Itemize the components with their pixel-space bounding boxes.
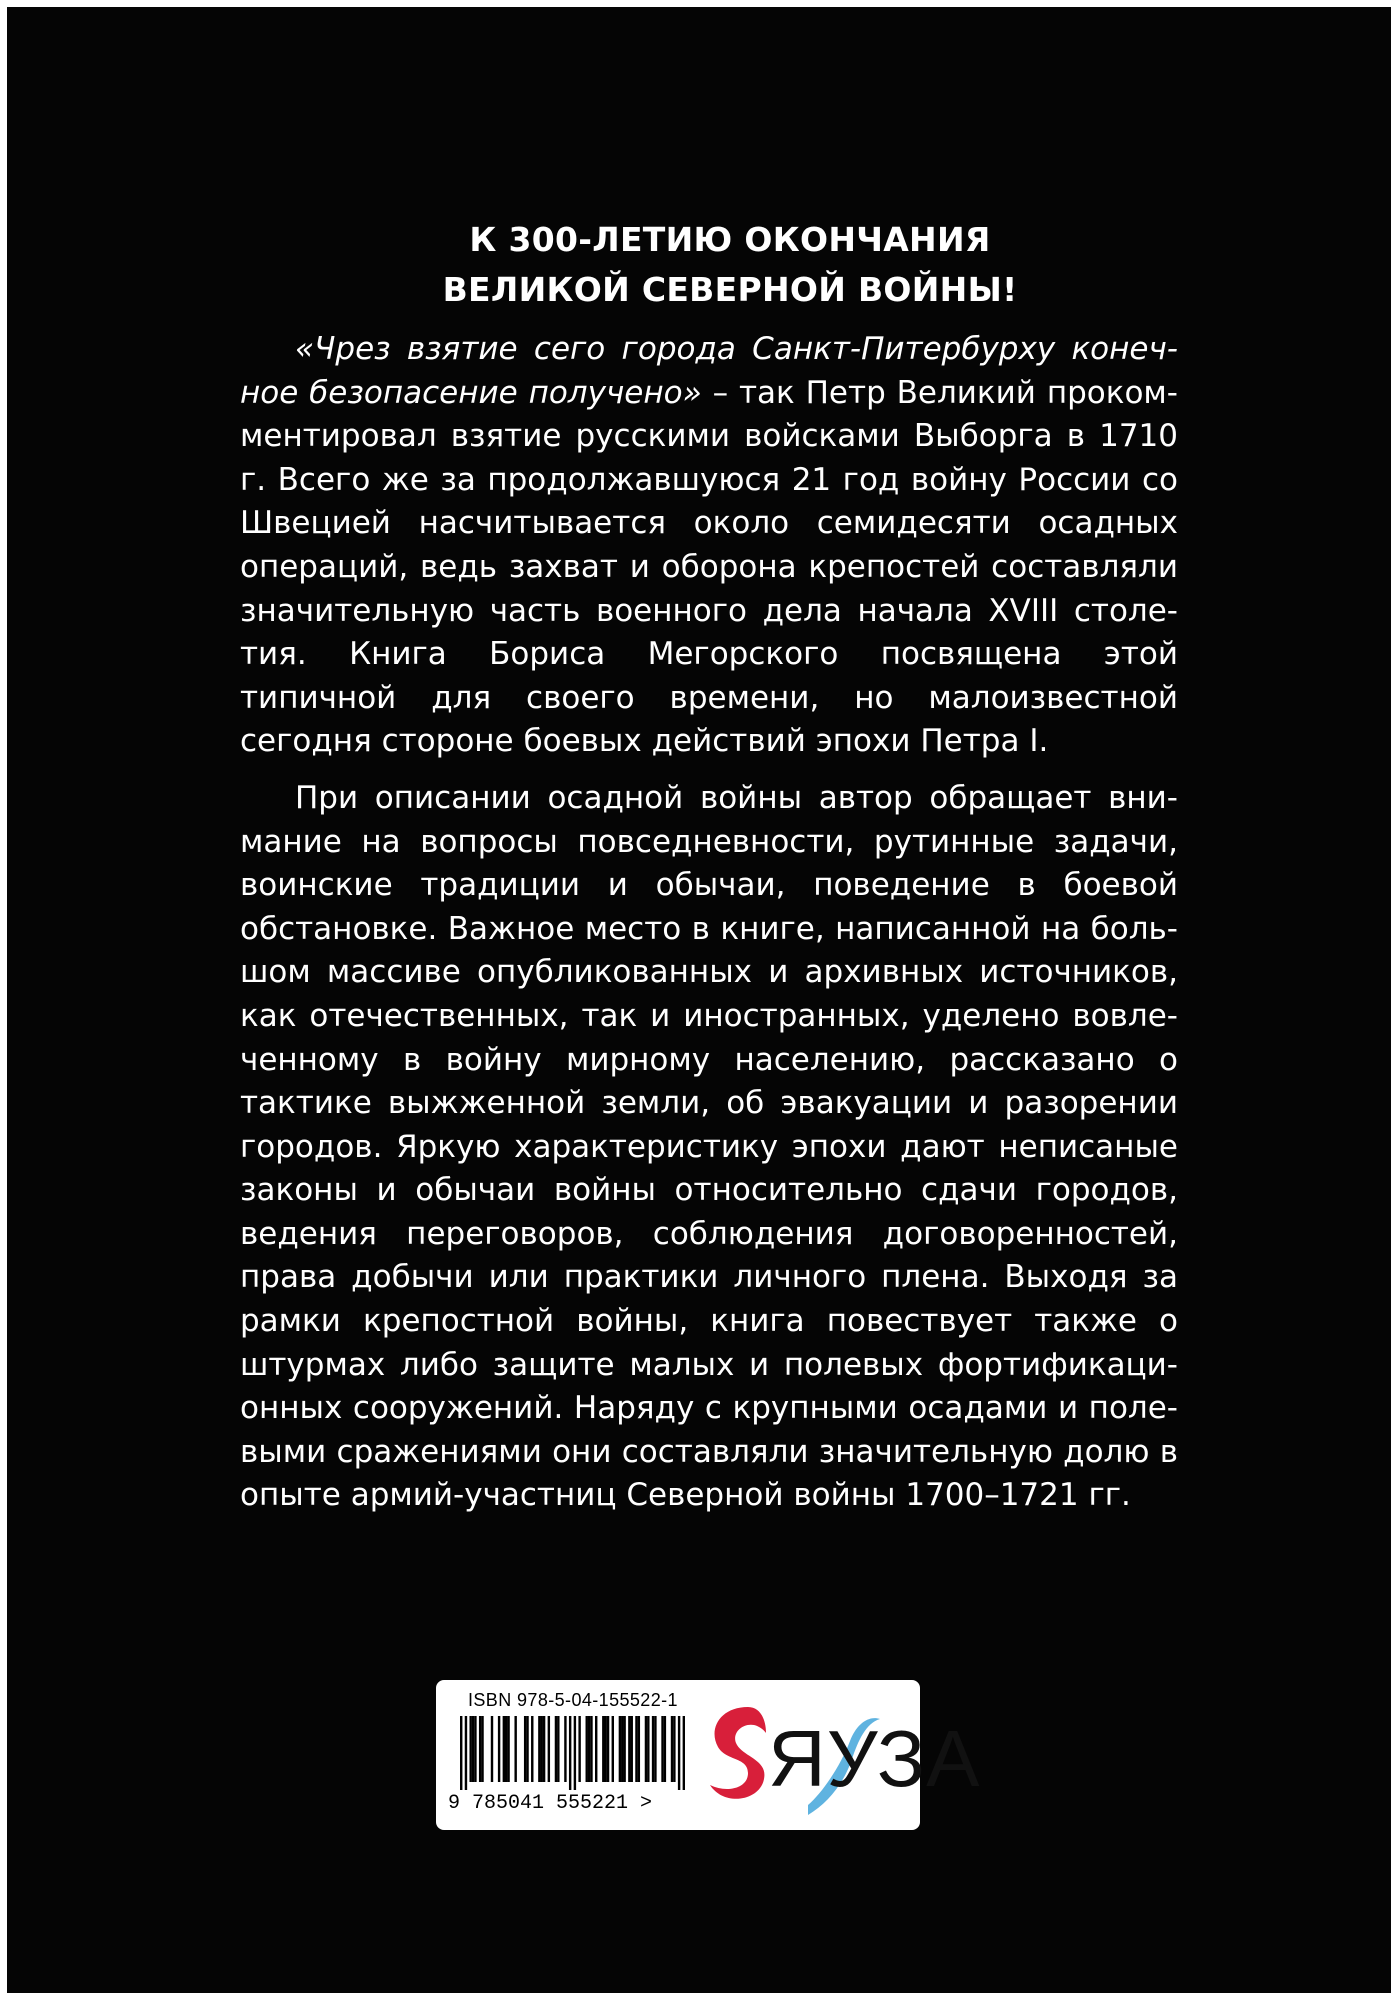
paragraph-2: При описании осадной войны автор обращает вни-мание на вопросы повседневности, рутинные задачи, воинские традиции и обычаи, поведение в боевой обстановке. Важное место в книге, написанной на боль-шом массиве опубликованных и архивных источников, как отечественных, так и иностранных, уделено вовле-ченному в войну мирному населению, рассказано о тактике выжженной земли, об эвакуации и разорении городов. Яркую характеристику эпохи дают неписаные законы и обычаи войны относительно сдачи городов, ведения переговоров, соблюдения договоренностей, права добычи или практики личного плена. Выходя за рамки крепостной войны, книга повествует также о штурмах либо защите малых и полевых фортификаци-онных сооружений. Наряду с крупными осадами и поле-выми сражениями они составляли значительную долю в опыте армий-участниц Северной войны 1700–1721 гг. — [240, 779, 1178, 1514]
barcode-bar — [479, 1716, 481, 1782]
barcode-bar — [635, 1716, 637, 1782]
barcode-bar — [607, 1716, 609, 1782]
cover-heading — [230, 215, 1230, 315]
barcode-bar — [602, 1716, 604, 1782]
logo-red-swirl-icon — [710, 1707, 766, 1799]
barcode-bar — [491, 1716, 493, 1782]
barcode-bar — [623, 1716, 625, 1782]
barcode-bar — [664, 1716, 666, 1782]
barcode-bar — [557, 1716, 559, 1782]
barcode-bar — [590, 1716, 592, 1782]
paragraph-1 — [240, 328, 1178, 764]
barcode-bar — [645, 1716, 647, 1782]
barcode-bar — [671, 1716, 673, 1782]
barcode-bar — [503, 1716, 505, 1782]
barcode-bar — [531, 1716, 533, 1782]
barcode-bar — [505, 1716, 507, 1782]
barcode-bar — [619, 1716, 621, 1782]
barcode-bar — [586, 1716, 588, 1782]
barcode-bar — [612, 1716, 614, 1782]
barcode-bar — [661, 1716, 663, 1782]
barcode-bar — [543, 1716, 545, 1782]
barcode-bar — [538, 1716, 540, 1782]
barcode-bar — [548, 1716, 550, 1782]
barcode-bar — [460, 1716, 462, 1790]
barcode-bar — [472, 1716, 474, 1782]
heading-line-2: ВЕЛИКОЙ СЕВЕРНОЙ ВОЙНЫ! — [442, 270, 1018, 309]
barcode-bar — [474, 1716, 476, 1782]
barcode-bar — [498, 1716, 500, 1782]
barcode-bar — [481, 1716, 483, 1782]
barcode-bar — [595, 1716, 597, 1782]
barcode-bar — [465, 1716, 467, 1790]
barcode-bar — [578, 1716, 580, 1782]
barcode-digits: 9 785041 555221 > — [448, 1792, 653, 1815]
heading-line-1: К 300-ЛЕТИЮ ОКОНЧАНИЯ — [469, 220, 991, 259]
paragraph-1-rest: – так Петр Великий проком-ментировал взятие русскими войсками Выборга в 1710 г. Всего же за продолжавшуюся 21 год войну России со Швецией насчитывается около семидесяти осадных операций, ведь захват и оборона крепостей составляли значительную часть военного дела начала XVIII столе-тия. Книга Бориса Мегорского посвящена этой типичной для своего времени, но малоизвестной сегодня стороне боевых действий эпохи Петра I. — [240, 374, 1178, 760]
barcode-bar — [628, 1716, 630, 1782]
barcode-bar — [524, 1716, 526, 1782]
barcode-bar — [564, 1716, 566, 1782]
barcode-bar — [654, 1716, 656, 1782]
barcode-bar — [569, 1716, 571, 1790]
publisher-name: ЯУЗА — [768, 1714, 981, 1803]
barcode — [460, 1716, 685, 1790]
isbn-label: ISBN 978-5-04-155522-1 — [468, 1690, 678, 1710]
barcode-bar — [647, 1716, 649, 1782]
barcode-bar — [526, 1716, 528, 1782]
barcode-bar — [673, 1716, 675, 1782]
barcode-bar — [574, 1716, 576, 1790]
barcode-bar — [514, 1716, 516, 1782]
annotation-text — [240, 328, 1178, 1518]
barcode-bar — [541, 1716, 543, 1782]
barcode-bar — [621, 1716, 623, 1782]
barcode-bar — [555, 1716, 557, 1782]
barcode-bar — [631, 1716, 633, 1782]
barcode-bar — [469, 1716, 471, 1782]
quote: «Чрез взятие сего города Санкт-Питербурху конеч-ное безопасение получено» — [240, 331, 1178, 411]
barcode-bar — [652, 1716, 654, 1782]
barcode-bar — [638, 1716, 640, 1782]
barcode-bar — [678, 1716, 680, 1790]
barcode-bar — [507, 1716, 509, 1782]
barcode-bar — [604, 1716, 606, 1782]
barcode-bar — [683, 1716, 685, 1790]
barcode-bar — [588, 1716, 590, 1782]
